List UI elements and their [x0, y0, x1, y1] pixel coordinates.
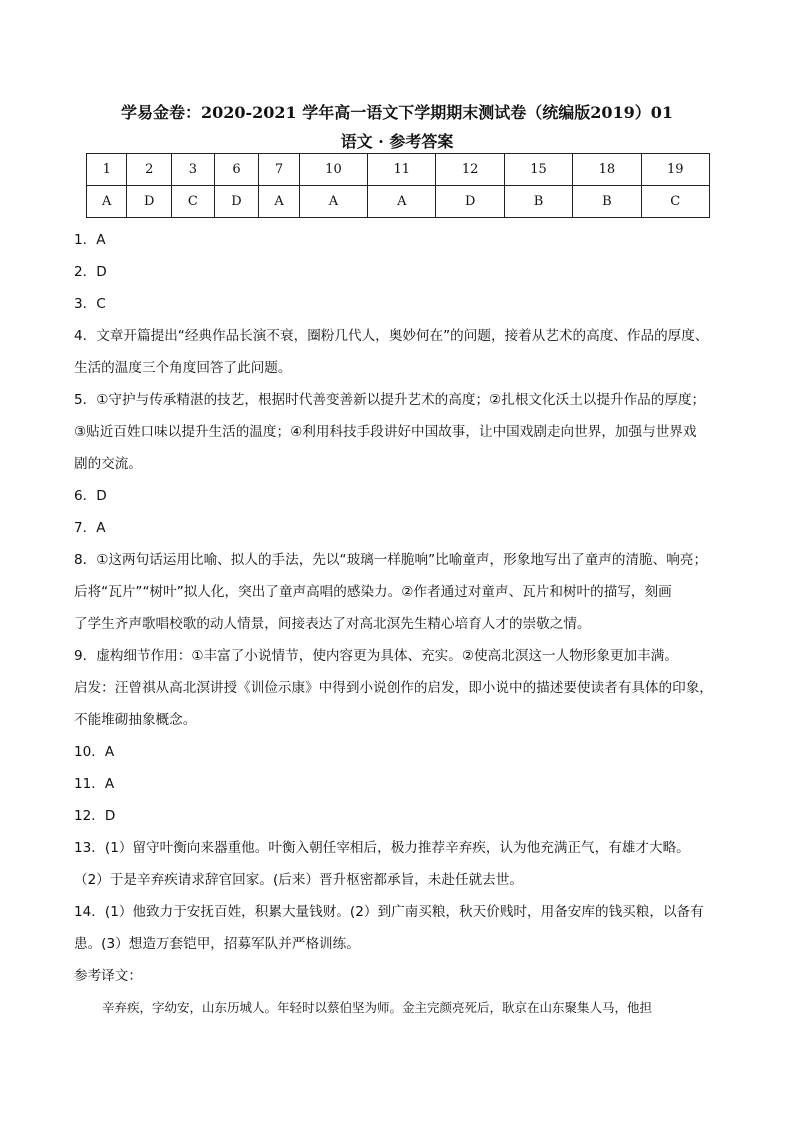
question-number-cell: 6	[214, 154, 259, 186]
answer-line: 14．(1）他致力于安抚百姓，积累大量钱财。(2）到广南买粮，秋天价贱时，用备安库的钱买粮，以备有	[74, 904, 704, 920]
question-number-cell: 15	[504, 154, 572, 186]
answer-cell: A	[299, 186, 367, 218]
question-number-cell: 3	[172, 154, 215, 186]
translation-heading: 参考译文：	[74, 968, 142, 984]
answer-cell: D	[127, 186, 172, 218]
answer-line: 后将“瓦片”“树叶”拟人化，突出了童声高唱的感染力。②作者通过对童声、瓦片和树叶的描写，刻画	[74, 584, 672, 600]
answer-line: 患。(3）想造万套铠甲，招募军队并严格训练。	[74, 936, 360, 952]
answer-cell: C	[641, 186, 709, 218]
answer-line: 7．A	[74, 520, 106, 536]
answer-line: 3．C	[74, 296, 106, 312]
answer-cell: D	[436, 186, 504, 218]
question-number-cell: 7	[259, 154, 299, 186]
answer-line: 12．D	[74, 808, 116, 824]
question-number-cell: 1	[87, 154, 127, 186]
translation-paragraph: 辛弃疾，字幼安，山东历城人。年轻时以蔡伯坚为师。金主完颜亮死后，耿京在山东聚集人马，他担	[102, 1000, 653, 1015]
answer-line: 生活的温度三个角度回答了此问题。	[74, 360, 292, 376]
answer-line: 4．文章开篇提出“经典作品长演不衰，圈粉几代人，奥妙何在”的问题，接着从艺术的高度、作品的厚度、	[74, 328, 709, 344]
answer-cell: A	[368, 186, 436, 218]
answer-cell: B	[504, 186, 572, 218]
answer-line: 6．D	[74, 488, 107, 504]
answer-line: 13．(1）留守叶衡向来器重他。叶衡入朝任宰相后，极力推荐辛弃疾，认为他充满正气，有雄才大略。	[74, 840, 690, 856]
answer-table-answer-row	[87, 186, 710, 218]
answer-line: 10．A	[74, 744, 115, 760]
answer-line: ③贴近百姓口味以提升生活的温度；④利用科技手段讲好中国故事，让中国戏剧走向世界，加强与世界戏	[74, 424, 697, 440]
answer-line: 2．D	[74, 264, 107, 280]
answer-table	[86, 153, 710, 218]
question-number-cell: 10	[299, 154, 367, 186]
answer-line: 剧的交流。	[74, 456, 142, 472]
answer-line: 11．A	[74, 776, 115, 792]
document-subtitle: 语文 · 参考答案	[340, 132, 454, 151]
answer-line: 启发：汪曾祺从高北溟讲授《训俭示康》中得到小说创作的启发，即小说中的描述要使读者有具体的印象，	[74, 680, 713, 696]
question-number-cell: 18	[573, 154, 641, 186]
question-number-cell: 11	[368, 154, 436, 186]
answer-body	[74, 224, 726, 1024]
answer-cell: A	[259, 186, 299, 218]
answer-cell: B	[573, 186, 641, 218]
answer-cell: D	[214, 186, 259, 218]
answer-line: 了学生齐声歌唱校歌的动人情景，间接表达了对高北溟先生精心培育人才的崇敬之情。	[74, 616, 591, 632]
answer-line: 8．①这两句话运用比喻、拟人的手法，先以“玻璃一样脆响”比喻童声，形象地写出了童声的清脆、响亮；	[74, 552, 708, 568]
answer-line: 1．A	[74, 232, 106, 248]
answer-line: 9．虚构细节作用：①丰富了小说情节，使内容更为具体、充实。②使高北溟这一人物形象更加丰满。	[74, 648, 678, 664]
question-number-cell: 12	[436, 154, 504, 186]
question-number-cell: 19	[641, 154, 709, 186]
answer-line: （2）于是辛弃疾请求辞官回家。(后来）晋升枢密都承旨，未赴任就去世。	[74, 872, 523, 888]
answer-cell: C	[172, 186, 215, 218]
answer-table-number-row	[87, 154, 710, 186]
answer-line: 5．①守护与传承精湛的技艺，根据时代善变善新以提升艺术的高度；②扎根文化沃土以提升作品的厚度；	[74, 392, 706, 408]
answer-line: 不能堆砌抽象概念。	[74, 712, 197, 728]
answer-cell: A	[87, 186, 127, 218]
question-number-cell: 2	[127, 154, 172, 186]
document-title: 学易金卷：2020-2021 学年高一语文下学期期末测试卷（统编版2019）01	[120, 103, 674, 122]
